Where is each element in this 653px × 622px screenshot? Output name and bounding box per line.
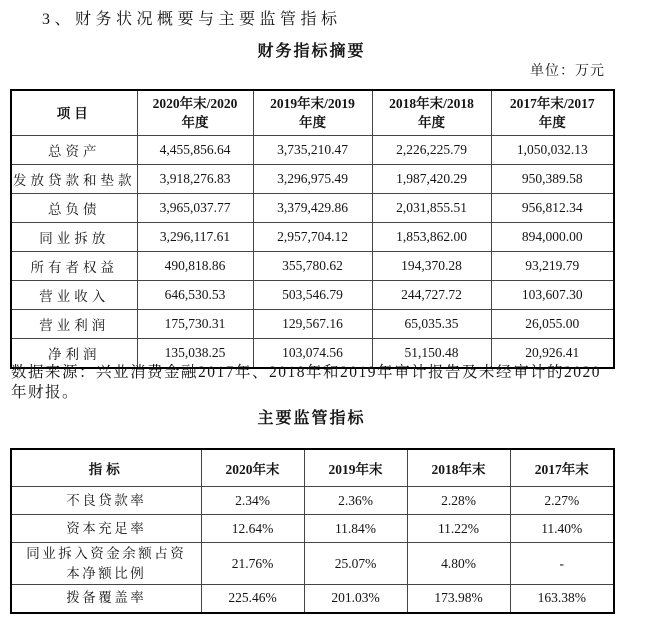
column-header: 2020年末	[201, 449, 304, 487]
cell-value: 894,000.00	[491, 223, 614, 252]
table-row	[11, 136, 614, 165]
cell-value: 355,780.62	[253, 252, 372, 281]
column-header-text: 2018年末/2018	[389, 96, 474, 111]
row-label: 发放贷款和垫款	[11, 165, 137, 194]
cell-value: 12.64%	[201, 515, 304, 543]
column-header-text: 2019年末/2019	[270, 96, 355, 111]
cell-value: 173.98%	[407, 585, 510, 613]
table-row	[11, 281, 614, 310]
table-header-row	[11, 90, 614, 136]
financial-summary-title: 财务指标摘要	[257, 43, 366, 60]
table-header-row	[11, 449, 614, 487]
cell-value: 490,818.86	[137, 252, 253, 281]
cell-value: 11.22%	[407, 515, 510, 543]
unit-label: 单位：万元	[530, 64, 605, 79]
cell-value: 25.07%	[304, 543, 407, 585]
cell-value: 244,727.72	[372, 281, 491, 310]
cell-value: 646,530.53	[137, 281, 253, 310]
source-note: 数据来源：兴业消费金融2017年、2018年和2019年审计报告及未经审计的2020年财报。	[11, 364, 602, 401]
cell-value: 20,926.41	[491, 339, 614, 369]
column-header: 2017年末	[510, 449, 614, 487]
cell-value: 4,455,856.64	[137, 136, 253, 165]
regulatory-indicators-table	[10, 448, 615, 614]
column-header	[11, 90, 137, 136]
column-header-text: 项目	[56, 105, 92, 121]
column-header	[253, 90, 372, 136]
table-row	[11, 310, 614, 339]
table-row	[11, 585, 614, 613]
cell-value: 3,296,117.61	[137, 223, 253, 252]
cell-value: 2,226,225.79	[372, 136, 491, 165]
cell-value: -	[510, 543, 614, 585]
column-header-text: 年度	[418, 115, 445, 130]
cell-value: 21.76%	[201, 543, 304, 585]
cell-value: 65,035.35	[372, 310, 491, 339]
cell-value: 175,730.31	[137, 310, 253, 339]
table-row	[11, 487, 614, 515]
column-header-text: 年度	[299, 115, 326, 130]
table-row	[11, 515, 614, 543]
cell-value: 2,031,855.51	[372, 194, 491, 223]
column-header-text: 年度	[538, 115, 566, 130]
cell-value: 135,038.25	[137, 339, 253, 369]
column-header	[137, 90, 253, 136]
cell-value: 2,957,704.12	[253, 223, 372, 252]
section-heading: 3、财务状况概要与主要监管指标	[42, 11, 342, 28]
table-row	[11, 252, 614, 281]
row-label: 不良贷款率	[11, 487, 201, 515]
row-label: 同业拆入资金余额占资本净额比例	[11, 543, 201, 585]
cell-value: 950,389.58	[491, 165, 614, 194]
column-header	[491, 90, 614, 136]
table-row	[11, 543, 614, 585]
cell-value: 956,812.34	[491, 194, 614, 223]
cell-value: 11.40%	[510, 515, 614, 543]
column-header: 2018年末	[407, 449, 510, 487]
cell-value: 225.46%	[201, 585, 304, 613]
row-label: 所有者权益	[11, 252, 137, 281]
cell-value: 1,987,420.29	[372, 165, 491, 194]
column-header: 2019年末	[304, 449, 407, 487]
column-header-text: 年度	[181, 115, 209, 130]
cell-value: 3,379,429.86	[253, 194, 372, 223]
row-label: 同业拆放	[11, 223, 137, 252]
financial-summary-table	[10, 89, 615, 369]
cell-value: 2.27%	[510, 487, 614, 515]
column-header	[372, 90, 491, 136]
column-header-text: 2017年末/2017	[509, 96, 595, 111]
cell-value: 503,546.79	[253, 281, 372, 310]
cell-value: 93,219.79	[491, 252, 614, 281]
table-row	[11, 194, 614, 223]
cell-value: 51,150.48	[372, 339, 491, 369]
row-label: 总资产	[11, 136, 137, 165]
table-row	[11, 165, 614, 194]
cell-value: 2.36%	[304, 487, 407, 515]
cell-value: 3,735,210.47	[253, 136, 372, 165]
cell-value: 1,050,032.13	[491, 136, 614, 165]
row-label: 总负债	[11, 194, 137, 223]
cell-value: 2.34%	[201, 487, 304, 515]
cell-value: 1,853,862.00	[372, 223, 491, 252]
cell-value: 194,370.28	[372, 252, 491, 281]
cell-value: 4.80%	[407, 543, 510, 585]
table-row	[11, 223, 614, 252]
cell-value: 103,074.56	[253, 339, 372, 369]
cell-value: 3,965,037.77	[137, 194, 253, 223]
regulatory-indicators-title: 主要监管指标	[257, 410, 366, 427]
cell-value: 26,055.00	[491, 310, 614, 339]
column-header-text: 2020年末/2020	[152, 96, 238, 111]
row-label: 营业利润	[11, 310, 137, 339]
row-label: 资本充足率	[11, 515, 201, 543]
cell-value: 163.38%	[510, 585, 614, 613]
cell-value: 3,918,276.83	[137, 165, 253, 194]
cell-value: 3,296,975.49	[253, 165, 372, 194]
row-label: 净利润	[11, 339, 137, 369]
row-label: 拨备覆盖率	[11, 585, 201, 613]
cell-value: 129,567.16	[253, 310, 372, 339]
column-header: 指标	[11, 449, 201, 487]
cell-value: 2.28%	[407, 487, 510, 515]
cell-value: 201.03%	[304, 585, 407, 613]
row-label: 营业收入	[11, 281, 137, 310]
cell-value: 11.84%	[304, 515, 407, 543]
cell-value: 103,607.30	[491, 281, 614, 310]
